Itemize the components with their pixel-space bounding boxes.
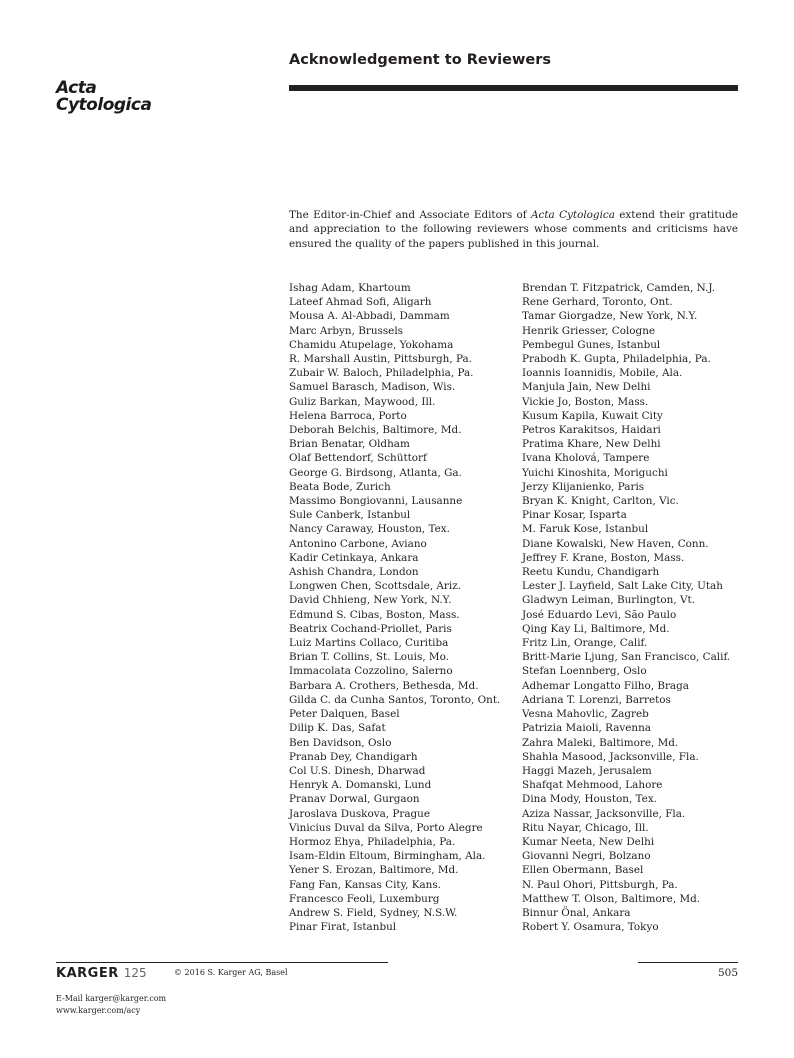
reviewer-entry: Sule Canberk, Istanbul — [289, 509, 411, 522]
reviewer-entry: Isam-Eldin Eltoum, Birmingham, Ala. — [289, 850, 486, 863]
reviewer-entry: Guliz Barkan, Maywood, Ill. — [289, 395, 436, 408]
reviewer-entry: Massimo Bongiovanni, Lausanne — [289, 495, 463, 508]
reviewer-entry: Pembegul Gunes, Istanbul — [522, 338, 661, 351]
reviewer-entry: Matthew T. Olson, Baltimore, Md. — [522, 892, 701, 905]
reviewer-entry: Kusum Kapila, Kuwait City — [522, 409, 663, 422]
reviewer-entry: Pranav Dorwal, Gurgaon — [289, 793, 420, 806]
reviewer-entry: Ashish Chandra, London — [289, 566, 419, 579]
reviewer-entry: Pinar Firat, Istanbul — [289, 921, 397, 934]
reviewer-entry: Edmund S. Cibas, Boston, Mass. — [289, 608, 460, 621]
reviewer-entry: Kadir Cetinkaya, Ankara — [289, 551, 419, 564]
intro-paragraph — [289, 208, 738, 251]
reviewer-entry: Ivana Kholová, Tampere — [522, 452, 650, 465]
reviewer-entry: Vinicius Duval da Silva, Porto Alegre — [289, 821, 483, 834]
reviewer-entry: Luiz Martins Collaco, Curitiba — [289, 637, 449, 650]
reviewer-entry: Barbara A. Crothers, Bethesda, Md. — [289, 679, 479, 692]
reviewer-entry: Binnur Önal, Ankara — [522, 906, 631, 919]
reviewer-entry: Britt-Marie Ljung, San Francisco, Calif. — [522, 651, 731, 664]
reviewer-entry: Adhemar Longatto Filho, Braga — [522, 679, 689, 692]
reviewer-entry: Antonino Carbone, Aviano — [289, 537, 427, 550]
page-title: Acknowledgement to Reviewers — [289, 52, 551, 68]
reviewer-entry: Prabodh K. Gupta, Philadelphia, Pa. — [522, 353, 711, 366]
reviewer-entry: Col U.S. Dinesh, Dharwad — [289, 764, 426, 777]
reviewer-entry: Diane Kowalski, New Haven, Conn. — [522, 537, 709, 550]
reviewer-entry: Adriana T. Lorenzi, Barretos — [522, 693, 671, 706]
reviewer-entry: Peter Dalquen, Basel — [289, 708, 400, 721]
reviewer-entry: Yuichi Kinoshita, Moriguchi — [522, 466, 668, 479]
publisher-anniversary: 125 — [123, 966, 147, 980]
contact-email: E-Mail karger@karger.com — [56, 994, 167, 1003]
reviewer-entry: Jeffrey F. Krane, Boston, Mass. — [522, 551, 685, 564]
intro-after: extend their gratitude and appreciation to the following reviewers whose comments and criticisms have ensured the quality of the papers published in this journal. — [289, 209, 738, 250]
reviewer-entry: Francesco Feoli, Luxemburg — [289, 892, 440, 905]
reviewer-entry: Rene Gerhard, Toronto, Ont. — [522, 296, 673, 309]
reviewer-entry: Fritz Lin, Orange, Calif. — [522, 637, 648, 650]
reviewer-entry: Lester J. Layfield, Salt Lake City, Utah — [522, 580, 723, 593]
reviewer-entry: Brian Benatar, Oldham — [289, 438, 410, 451]
reviewer-entry: Pranab Dey, Chandigarh — [289, 750, 418, 763]
footer-divider-left — [56, 962, 388, 963]
reviewer-entry: George G. Birdsong, Atlanta, Ga. — [289, 466, 462, 479]
reviewer-entry: Brian T. Collins, St. Louis, Mo. — [289, 651, 449, 664]
reviewer-entry: Ishag Adam, Khartoum — [289, 282, 411, 294]
page-number: 505 — [718, 967, 739, 979]
reviewer-entry: Ritu Nayar, Chicago, Ill. — [522, 821, 649, 834]
reviewer-entry: Jaroslava Duskova, Prague — [289, 807, 431, 820]
reviewer-entry: Yener S. Erozan, Baltimore, Md. — [289, 864, 459, 877]
reviewer-entry: Pinar Kosar, Isparta — [522, 509, 627, 522]
reviewer-entry: Tamar Giorgadze, New York, N.Y. — [522, 310, 698, 323]
publisher-logo — [56, 966, 147, 981]
reviewer-entry: Nancy Caraway, Houston, Tex. — [289, 523, 450, 536]
publisher-name: KARGER — [56, 966, 119, 981]
reviewer-entry: Deborah Belchis, Baltimore, Md. — [289, 424, 462, 437]
reviewer-entry: Samuel Barasch, Madison, Wis. — [289, 381, 456, 394]
reviewer-entry: Manjula Jain, New Delhi — [522, 381, 651, 394]
journal-logo-line1: Acta — [56, 78, 97, 98]
reviewer-entry: Chamidu Atupelage, Yokohama — [289, 338, 454, 351]
reviewer-entry: Fang Fan, Kansas City, Kans. — [289, 878, 441, 891]
reviewer-entry: Giovanni Negri, Bolzano — [522, 850, 651, 863]
reviewer-entry: Kumar Neeta, New Delhi — [522, 835, 655, 848]
reviewer-entry: M. Faruk Kose, Istanbul — [522, 523, 649, 536]
reviewer-entry: Vickie Jo, Boston, Mass. — [522, 395, 649, 408]
copyright-notice: © 2016 S. Karger AG, Basel — [174, 968, 288, 977]
reviewer-entry: Zahra Maleki, Baltimore, Md. — [522, 736, 679, 749]
intro-before: The Editor-in-Chief and Associate Editors of — [289, 209, 532, 221]
reviewer-entry: Jerzy Klijanienko, Paris — [522, 480, 645, 493]
reviewer-entry: Shahla Masood, Jacksonville, Fla. — [522, 750, 699, 763]
reviewer-entry: N. Paul Ohori, Pittsburgh, Pa. — [522, 878, 678, 891]
reviewer-entry: Ben Davidson, Oslo — [289, 736, 392, 749]
reviewer-entry: Patrizia Maioli, Ravenna — [522, 722, 651, 735]
journal-logo — [56, 80, 166, 114]
reviewer-entry: Haggi Mazeh, Jerusalem — [522, 764, 652, 777]
reviewer-entry: Marc Arbyn, Brussels — [289, 324, 403, 337]
reviewer-entry: Reetu Kundu, Chandigarh — [522, 566, 660, 579]
reviewer-entry: Dilip K. Das, Safat — [289, 722, 386, 735]
reviewer-entry: David Chhieng, New York, N.Y. — [289, 594, 452, 607]
reviewer-entry: Hormoz Ehya, Philadelphia, Pa. — [289, 835, 456, 848]
reviewer-entry: Robert Y. Osamura, Tokyo — [522, 921, 659, 934]
reviewer-entry: Qing Kay Li, Baltimore, Md. — [522, 622, 670, 635]
reviewer-entry: Beatrix Cochand-Priollet, Paris — [289, 622, 452, 635]
reviewer-list-right — [522, 281, 730, 934]
reviewer-list-left — [289, 281, 500, 934]
footer-divider-right — [638, 962, 738, 963]
reviewer-entry: Beata Bode, Zurich — [289, 480, 391, 493]
reviewer-entry: Henryk A. Domanski, Lund — [289, 779, 432, 792]
journal-logo-line2: Cytologica — [56, 95, 152, 115]
reviewer-entry: Bryan K. Knight, Carlton, Vic. — [522, 495, 679, 508]
reviewer-entry: Dina Mody, Houston, Tex. — [522, 793, 657, 806]
reviewer-entry: José Eduardo Levi, São Paulo — [522, 608, 677, 621]
reviewer-entry: Longwen Chen, Scottsdale, Ariz. — [289, 580, 461, 593]
reviewer-entry: Brendan T. Fitzpatrick, Camden, N.J. — [522, 282, 715, 294]
reviewer-entry: Gilda C. da Cunha Santos, Toronto, Ont. — [289, 693, 501, 706]
contact-website: www.karger.com/acy — [56, 1006, 141, 1015]
reviewer-entry: Zubair W. Baloch, Philadelphia, Pa. — [289, 367, 474, 380]
reviewer-entry: Vesna Mahovlic, Zagreb — [522, 708, 649, 721]
reviewer-entry: Gladwyn Leiman, Burlington, Vt. — [522, 594, 695, 607]
reviewer-entry: Shafqat Mehmood, Lahore — [522, 779, 663, 792]
reviewer-entry: Lateef Ahmad Sofi, Aligarh — [289, 296, 432, 309]
reviewer-entry: Immacolata Cozzolino, Salerno — [289, 665, 453, 678]
reviewer-entry: Stefan Loennberg, Oslo — [522, 665, 647, 678]
contact-info — [56, 993, 166, 1017]
reviewer-entry: R. Marshall Austin, Pittsburgh, Pa. — [289, 353, 473, 366]
intro-journal-name: Acta Cytologica — [531, 209, 615, 221]
reviewer-entry: Olaf Bettendorf, Schüttorf — [289, 452, 427, 465]
reviewer-entry: Pratima Khare, New Delhi — [522, 438, 661, 451]
reviewer-entry: Mousa A. Al-Abbadi, Dammam — [289, 310, 450, 323]
reviewer-entry: Ellen Obermann, Basel — [522, 864, 644, 877]
reviewer-entry: Henrik Griesser, Cologne — [522, 324, 656, 337]
title-rule — [289, 85, 738, 91]
reviewer-entry: Aziza Nassar, Jacksonville, Fla. — [522, 807, 686, 820]
reviewer-entry: Ioannis Ioannidis, Mobile, Ala. — [522, 367, 683, 380]
reviewer-entry: Helena Barroca, Porto — [289, 409, 407, 422]
reviewer-entry: Petros Karakitsos, Haidari — [522, 424, 661, 437]
reviewer-entry: Andrew S. Field, Sydney, N.S.W. — [289, 906, 458, 919]
